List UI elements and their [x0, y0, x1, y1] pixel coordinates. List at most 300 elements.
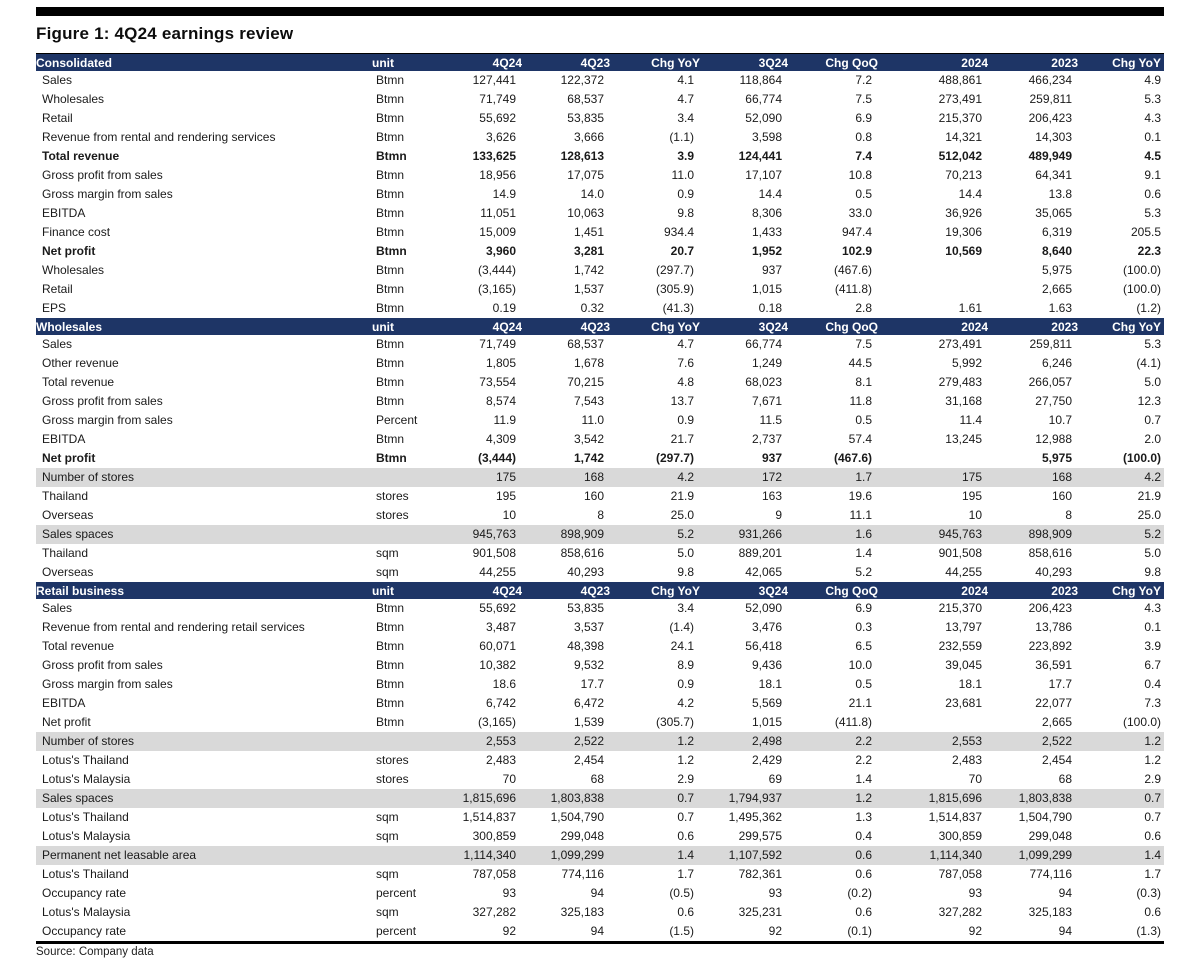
- cell-value: 31,168: [945, 394, 982, 408]
- row-label: Sales: [42, 73, 73, 87]
- cell-value: (305.7): [655, 715, 694, 729]
- column-header: Chg YoY: [610, 582, 700, 599]
- cell-value: (297.7): [655, 451, 694, 465]
- row-label: Permanent net leasable area: [36, 846, 372, 865]
- cell-value: 1,952: [751, 244, 782, 258]
- cell-value: 898,909: [522, 525, 610, 544]
- cell-value: 71,749: [479, 92, 516, 106]
- cell-value: 64,341: [1035, 168, 1072, 182]
- cell-value: 1,678: [573, 356, 604, 370]
- cell-unit: Btmn: [376, 111, 405, 125]
- cell-value: 11.8: [849, 394, 872, 408]
- row-label: Total revenue: [42, 639, 115, 653]
- table-row: [36, 637, 1164, 656]
- cell-value: 5.3: [1144, 206, 1161, 220]
- cell-value: 4.7: [677, 337, 694, 351]
- column-header: Chg YoY: [610, 54, 700, 71]
- cell-value: 10.0: [848, 658, 872, 672]
- cell-value: 5.0: [677, 546, 694, 560]
- cell-value: 205.5: [1130, 225, 1161, 239]
- row-label: EBITDA: [42, 696, 86, 710]
- column-header: 4Q24: [436, 318, 522, 335]
- cell-value: 0.3: [855, 620, 872, 634]
- row-label: EBITDA: [42, 432, 86, 446]
- cell-value: 279,483: [938, 375, 982, 389]
- cell-value: 14,321: [945, 130, 982, 144]
- cell-value: 1,114,340: [436, 846, 522, 865]
- row-label: Other revenue: [42, 356, 119, 370]
- cell-value: (1.5): [669, 924, 694, 938]
- top-rule: [36, 7, 1164, 16]
- cell-unit: Percent: [376, 413, 418, 427]
- cell-unit: sqm: [376, 829, 399, 843]
- cell-value: 2,553: [436, 732, 522, 751]
- table-row: [36, 335, 1164, 354]
- cell-value: 0.7: [1078, 789, 1164, 808]
- table-row: [36, 373, 1164, 392]
- cell-value: (411.8): [834, 282, 872, 296]
- cell-value: 8: [597, 508, 604, 522]
- cell-value: 14,303: [1035, 130, 1072, 144]
- cell-unit: Btmn: [376, 677, 405, 691]
- cell-value: 4.8: [677, 375, 694, 389]
- table-row: [36, 354, 1164, 373]
- cell-value: 0.6: [855, 867, 872, 881]
- cell-value: 7,543: [573, 394, 604, 408]
- row-label: Sales: [42, 337, 73, 351]
- cell-value: 92: [768, 924, 782, 938]
- cell-value: 1.2: [1078, 732, 1164, 751]
- cell-value: 325,183: [1028, 905, 1072, 919]
- cell-value: (0.5): [669, 886, 694, 900]
- column-header: Chg YoY: [1078, 582, 1164, 599]
- cell-value: 42,065: [745, 565, 782, 579]
- cell-value: 13.8: [1048, 187, 1072, 201]
- cell-value: 19.6: [848, 489, 872, 503]
- cell-value: 133,625: [472, 149, 516, 163]
- table-row: [36, 71, 1164, 90]
- cell-unit: [372, 468, 436, 487]
- cell-value: 0.32: [580, 301, 604, 315]
- cell-unit: Btmn: [376, 130, 405, 144]
- cell-value: 5.3: [1144, 92, 1161, 106]
- row-label: Lotus's Malaysia: [42, 829, 131, 843]
- cell-value: 4.2: [1078, 468, 1164, 487]
- cell-value: 901,508: [938, 546, 982, 560]
- source-note: Source: Company data: [36, 946, 154, 958]
- cell-value: 945,763: [436, 525, 522, 544]
- table-row: [36, 827, 1164, 846]
- cell-unit: Btmn: [376, 432, 405, 446]
- row-label: Retail: [42, 282, 73, 296]
- table-row: [36, 903, 1164, 922]
- cell-value: 0.7: [1144, 413, 1161, 427]
- cell-value: 10,382: [479, 658, 516, 672]
- cell-value: 1.2: [1144, 753, 1161, 767]
- table-row: [36, 789, 1164, 808]
- cell-value: 299,048: [560, 829, 604, 843]
- cell-value: 6,246: [1041, 356, 1072, 370]
- cell-value: 93: [502, 886, 516, 900]
- cell-value: 1.2: [677, 753, 694, 767]
- cell-value: 5,992: [951, 356, 982, 370]
- cell-value: 94: [590, 924, 604, 938]
- cell-value: 1.4: [610, 846, 700, 865]
- cell-value: 4.2: [610, 468, 700, 487]
- cell-value: 9.1: [1144, 168, 1161, 182]
- column-header: 3Q24: [700, 582, 788, 599]
- cell-value: 4.1: [677, 73, 694, 87]
- cell-value: 11.1: [849, 508, 872, 522]
- cell-value: (4.1): [1136, 356, 1161, 370]
- row-label: Net profit: [42, 244, 96, 258]
- cell-value: 215,370: [938, 111, 982, 125]
- row-label: Sales spaces: [36, 789, 372, 808]
- cell-value: 10.7: [1048, 413, 1072, 427]
- cell-value: 1,815,696: [878, 789, 988, 808]
- table-row: [36, 675, 1164, 694]
- cell-value: 9.8: [677, 206, 694, 220]
- cell-value: 945,763: [878, 525, 988, 544]
- cell-value: 0.5: [855, 677, 872, 691]
- cell-value: 0.6: [1144, 829, 1161, 843]
- cell-value: 937: [761, 263, 782, 277]
- cell-unit: Btmn: [376, 715, 405, 729]
- row-label: Gross margin from sales: [42, 413, 173, 427]
- cell-value: 1,099,299: [988, 846, 1078, 865]
- cell-value: 25.0: [1137, 508, 1161, 522]
- table-row: [36, 261, 1164, 280]
- row-label: Net profit: [42, 715, 91, 729]
- cell-value: 858,616: [560, 546, 604, 560]
- cell-value: 1.3: [855, 810, 872, 824]
- cell-value: 10,063: [567, 206, 604, 220]
- cell-value: 175: [878, 468, 988, 487]
- cell-value: 1,107,592: [700, 846, 788, 865]
- row-label: Lotus's Malaysia: [42, 772, 131, 786]
- cell-value: 55,692: [479, 111, 516, 125]
- cell-unit: Btmn: [376, 168, 405, 182]
- cell-value: 5.0: [1144, 546, 1161, 560]
- table-row: [36, 751, 1164, 770]
- cell-value: 7.5: [855, 92, 872, 106]
- cell-unit: Btmn: [376, 375, 405, 389]
- table-row: [36, 618, 1164, 637]
- column-header: 2024: [878, 318, 988, 335]
- cell-value: 2,454: [573, 753, 604, 767]
- cell-value: 1.6: [788, 525, 878, 544]
- cell-value: 39,045: [945, 658, 982, 672]
- cell-value: 774,116: [1029, 867, 1072, 881]
- cell-value: 195: [961, 489, 982, 503]
- cell-value: 68,023: [745, 375, 782, 389]
- section-header-row: [36, 318, 1164, 335]
- cell-value: [878, 449, 988, 468]
- cell-value: 6.7: [1144, 658, 1161, 672]
- cell-value: (467.6): [833, 451, 872, 465]
- cell-value: 3,598: [751, 130, 782, 144]
- table-row: [36, 770, 1164, 789]
- cell-value: 889,201: [738, 546, 782, 560]
- cell-value: 17,107: [745, 168, 782, 182]
- row-label: Gross profit from sales: [42, 168, 163, 182]
- cell-unit: stores: [376, 772, 409, 786]
- cell-unit: Btmn: [376, 263, 405, 277]
- cell-value: 44,255: [945, 565, 982, 579]
- cell-value: 4.3: [1144, 601, 1161, 615]
- cell-value: (297.7): [655, 263, 694, 277]
- cell-value: 299,048: [1028, 829, 1072, 843]
- cell-value: 0.6: [1144, 905, 1161, 919]
- table-row: [36, 506, 1164, 525]
- cell-value: 273,491: [938, 92, 982, 106]
- table-row: [36, 865, 1164, 884]
- cell-unit: [372, 846, 436, 865]
- cell-value: 2,498: [700, 732, 788, 751]
- cell-value: 10.8: [848, 168, 872, 182]
- cell-value: 2.0: [1144, 432, 1161, 446]
- cell-value: 27,750: [1035, 394, 1072, 408]
- cell-value: 466,234: [1028, 73, 1072, 87]
- cell-value: 2.9: [677, 772, 694, 786]
- table-row: [36, 468, 1164, 487]
- cell-value: 92: [502, 924, 516, 938]
- cell-value: 327,282: [938, 905, 982, 919]
- row-label: Lotus's Thailand: [42, 810, 129, 824]
- cell-value: 299,575: [738, 829, 782, 843]
- section-header-row: [36, 582, 1164, 599]
- cell-value: 0.19: [492, 301, 516, 315]
- cell-value: 33.0: [848, 206, 872, 220]
- cell-value: 0.18: [758, 301, 782, 315]
- cell-value: 2.2: [855, 753, 872, 767]
- row-label: Overseas: [42, 565, 94, 579]
- cell-value: 3,626: [485, 130, 516, 144]
- cell-unit: Btmn: [376, 92, 405, 106]
- cell-value: 56,418: [745, 639, 782, 653]
- cell-value: 12,988: [1035, 432, 1072, 446]
- cell-value: 160: [1051, 489, 1072, 503]
- column-header: 2023: [988, 54, 1078, 71]
- cell-value: 1.7: [677, 867, 694, 881]
- figure-title: Figure 1: 4Q24 earnings review: [36, 24, 294, 43]
- cell-unit: sqm: [376, 565, 399, 579]
- cell-value: 11.0: [581, 413, 604, 427]
- cell-value: 6.9: [855, 111, 872, 125]
- table-row: [36, 884, 1164, 903]
- cell-value: (3,165): [477, 715, 516, 729]
- cell-value: 0.1: [1144, 130, 1161, 144]
- cell-unit: Btmn: [376, 356, 405, 370]
- cell-value: 787,058: [938, 867, 982, 881]
- cell-value: 14.4: [958, 187, 982, 201]
- row-label: Sales: [42, 601, 73, 615]
- cell-value: 223,892: [1028, 639, 1072, 653]
- cell-value: 92: [968, 924, 982, 938]
- cell-value: 24.1: [670, 639, 694, 653]
- table-row: [36, 147, 1164, 166]
- cell-value: (305.9): [655, 282, 694, 296]
- column-header: Chg QoQ: [788, 582, 878, 599]
- row-label: Thailand: [42, 489, 89, 503]
- cell-value: 6.5: [855, 639, 872, 653]
- cell-value: 1,803,838: [522, 789, 610, 808]
- cell-value: 3.4: [677, 601, 694, 615]
- cell-value: 1,495,362: [728, 810, 782, 824]
- cell-value: 11.4: [959, 413, 982, 427]
- cell-value: 1.4: [855, 772, 872, 786]
- cell-value: 858,616: [1028, 546, 1072, 560]
- cell-value: 94: [1058, 886, 1072, 900]
- cell-value: 9.8: [1144, 565, 1161, 579]
- cell-value: 23,681: [945, 696, 982, 710]
- cell-value: 9,532: [573, 658, 604, 672]
- cell-value: 2.8: [855, 301, 872, 315]
- cell-value: 68: [590, 772, 604, 786]
- cell-value: 3,666: [573, 130, 604, 144]
- cell-value: 1.63: [1048, 301, 1072, 315]
- cell-unit: Btmn: [376, 149, 407, 163]
- cell-value: 44.5: [848, 356, 872, 370]
- cell-unit: sqm: [376, 810, 399, 824]
- cell-value: 2,454: [1041, 753, 1072, 767]
- table-row: [36, 392, 1164, 411]
- row-label: Total revenue: [42, 375, 115, 389]
- cell-value: 9.8: [677, 565, 694, 579]
- cell-value: 70: [502, 772, 516, 786]
- cell-value: 68,537: [567, 337, 604, 351]
- cell-value: 22.3: [1137, 244, 1161, 258]
- cell-value: 1.4: [855, 546, 872, 560]
- row-label: Gross margin from sales: [42, 677, 173, 691]
- cell-value: 937: [761, 451, 782, 465]
- cell-value: 6,472: [573, 696, 604, 710]
- cell-value: 35,065: [1035, 206, 1072, 220]
- cell-value: (1.1): [669, 130, 694, 144]
- row-label: Lotus's Thailand: [42, 867, 129, 881]
- cell-value: 52,090: [745, 601, 782, 615]
- cell-value: 5,975: [1041, 451, 1072, 465]
- cell-value: 300,859: [472, 829, 516, 843]
- cell-value: 94: [1058, 924, 1072, 938]
- earnings-table-body: [36, 54, 1164, 941]
- cell-unit: Btmn: [376, 282, 405, 296]
- cell-value: 12.3: [1137, 394, 1161, 408]
- cell-value: 7.3: [1144, 696, 1161, 710]
- table-row: [36, 525, 1164, 544]
- cell-value: 1,805: [485, 356, 516, 370]
- cell-value: 13,797: [945, 620, 982, 634]
- cell-value: 13,786: [1035, 620, 1072, 634]
- cell-value: 934.4: [663, 225, 694, 239]
- table-row: [36, 128, 1164, 147]
- cell-value: 21.9: [670, 489, 694, 503]
- cell-value: 11,051: [480, 206, 516, 220]
- cell-value: 8.1: [855, 375, 872, 389]
- cell-value: (467.6): [833, 263, 872, 277]
- cell-value: 1,504,790: [550, 810, 604, 824]
- cell-value: 127,441: [472, 73, 516, 87]
- cell-value: 93: [968, 886, 982, 900]
- cell-unit: Btmn: [376, 394, 405, 408]
- table-row: [36, 808, 1164, 827]
- table-row: [36, 204, 1164, 223]
- row-label: Thailand: [42, 546, 89, 560]
- cell-value: 7.4: [855, 149, 872, 163]
- cell-value: (0.1): [847, 924, 872, 938]
- cell-value: 0.6: [855, 905, 872, 919]
- cell-value: 1,742: [573, 263, 604, 277]
- cell-value: (411.8): [834, 715, 872, 729]
- column-header: 4Q23: [522, 54, 610, 71]
- cell-value: 124,441: [738, 149, 782, 163]
- cell-value: 195: [495, 489, 516, 503]
- cell-value: 232,559: [938, 639, 982, 653]
- cell-value: 10: [502, 508, 516, 522]
- cell-value: 10: [968, 508, 982, 522]
- row-label: Gross profit from sales: [42, 394, 163, 408]
- cell-value: 3,487: [485, 620, 516, 634]
- cell-value: 40,293: [1035, 565, 1072, 579]
- cell-value: 4.3: [1144, 111, 1161, 125]
- column-header: Chg QoQ: [788, 54, 878, 71]
- cell-value: 5,975: [1041, 263, 1072, 277]
- cell-value: 70: [968, 772, 982, 786]
- cell-value: 3.9: [1144, 639, 1161, 653]
- cell-value: 1,514,837: [928, 810, 982, 824]
- cell-value: 4.9: [1144, 73, 1161, 87]
- row-label: Wholesales: [42, 92, 105, 106]
- cell-value: 3,476: [751, 620, 782, 634]
- table-row: [36, 694, 1164, 713]
- cell-value: 25.0: [670, 508, 694, 522]
- table-row: [36, 242, 1164, 261]
- cell-value: 1,504,790: [1018, 810, 1072, 824]
- cell-value: 69: [768, 772, 782, 786]
- column-header: Chg YoY: [1078, 54, 1164, 71]
- cell-value: 7.5: [855, 337, 872, 351]
- column-header: Chg QoQ: [788, 318, 878, 335]
- cell-value: 1,815,696: [436, 789, 522, 808]
- cell-unit: Btmn: [376, 337, 405, 351]
- cell-value: 1,114,340: [878, 846, 988, 865]
- cell-value: 93: [768, 886, 782, 900]
- cell-value: 18.1: [958, 677, 982, 691]
- row-label: Sales spaces: [36, 525, 372, 544]
- cell-unit: Btmn: [376, 301, 405, 315]
- cell-value: 931,266: [700, 525, 788, 544]
- cell-value: 1,537: [573, 282, 604, 296]
- cell-unit: Btmn: [376, 451, 407, 465]
- cell-value: 0.5: [855, 187, 872, 201]
- cell-value: 8,574: [485, 394, 516, 408]
- cell-value: 66,774: [745, 92, 782, 106]
- row-label: Revenue from rental and rendering services: [42, 130, 276, 144]
- cell-value: 325,231: [738, 905, 782, 919]
- cell-value: 300,859: [938, 829, 982, 843]
- cell-value: 947.4: [841, 225, 872, 239]
- cell-value: 7.2: [855, 73, 872, 87]
- cell-value: 22,077: [1035, 696, 1072, 710]
- cell-value: (1.3): [1136, 924, 1161, 938]
- column-header: 3Q24: [700, 318, 788, 335]
- cell-value: 14.9: [492, 187, 516, 201]
- cell-value: [878, 261, 988, 280]
- section-header-row: [36, 54, 1164, 71]
- cell-value: 273,491: [938, 337, 982, 351]
- column-header: 4Q24: [436, 582, 522, 599]
- cell-value: 0.4: [855, 829, 872, 843]
